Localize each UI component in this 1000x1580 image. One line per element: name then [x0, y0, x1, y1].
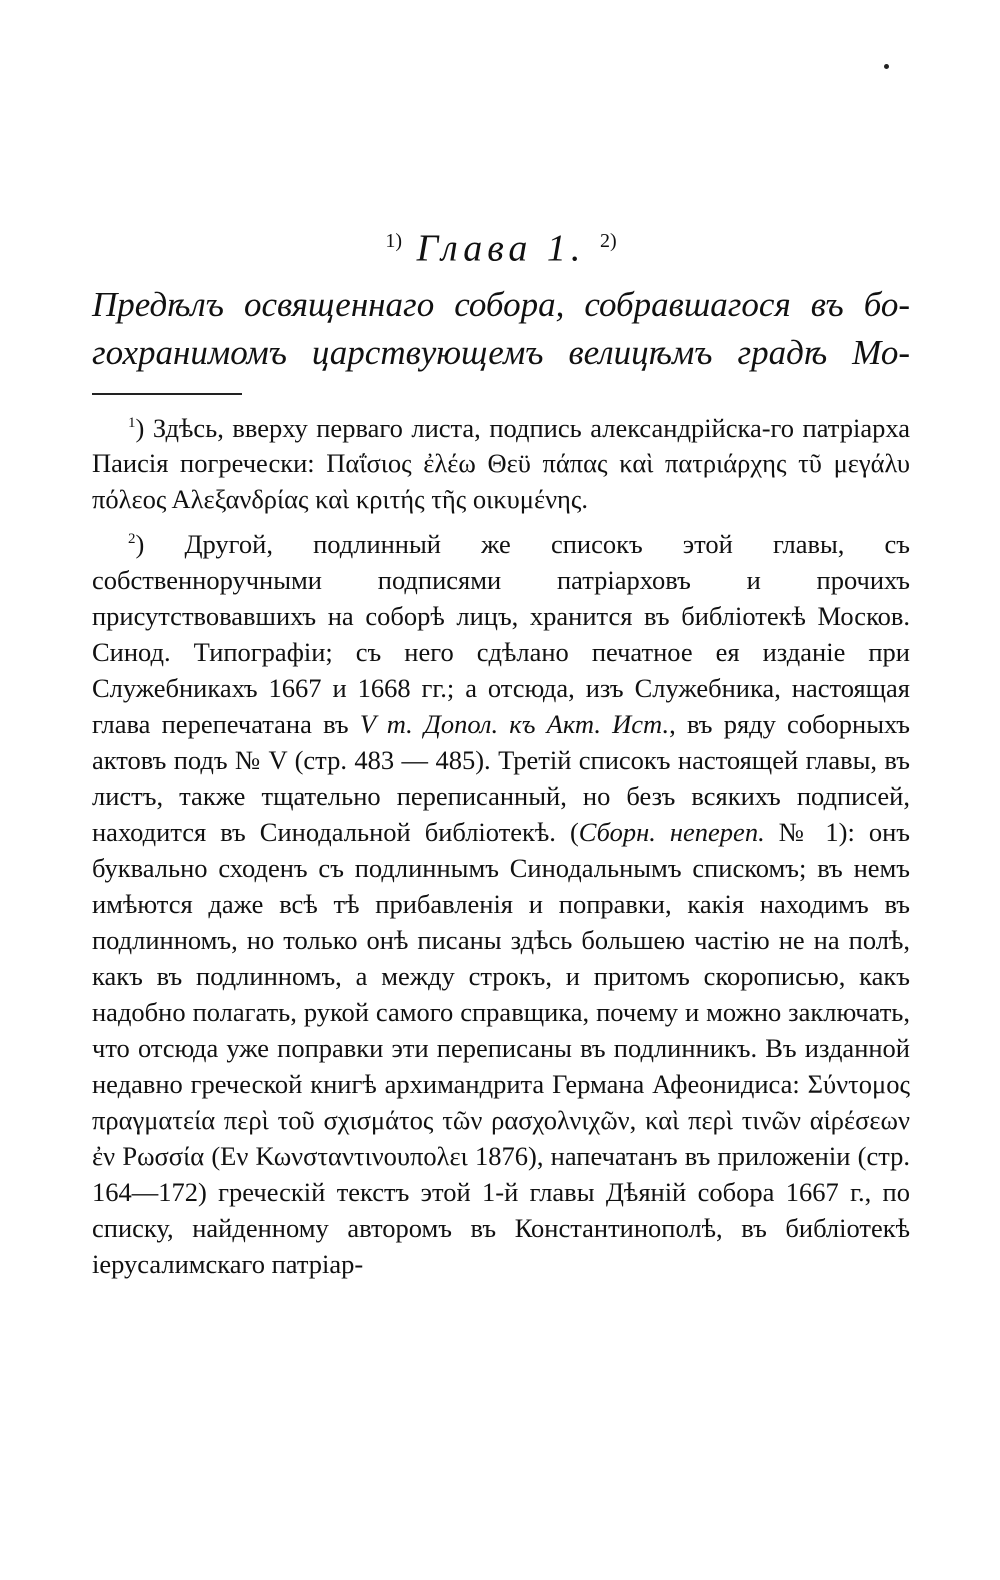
chapter-title-text: Глава 1.: [416, 227, 586, 270]
footnote-1: [92, 405, 910, 518]
section-heading: [92, 281, 910, 377]
footnote-2-text-b: , въ ряду соборныхъ актовъ подъ № V (стр. 483 — 485). Третій списокъ настоящей главы, въ листъ, также тщательно переписанный, но безъ всякихъ подписей, находится въ Синодальной библіотекѣ. (: [92, 709, 910, 848]
footnote-divider: [92, 393, 242, 395]
footnote-1-text: ) Здѣсь, вверху перваго листа, подпись александрійска-го патріарха Паисія погречески: Παΐσιος ἐλέω Θεϋ πάπας καὶ πατριάρχης τῦ μεγάλυ πόλεος Αλεξανδρίας καὶ κριτής τῆς οικυμένης.: [92, 412, 910, 515]
heading-line-1: Предѣлъ освященнаго собора, собравшагося въ бо-: [92, 284, 910, 324]
footnote-2-italic-b: Сборн. непереп.: [578, 817, 765, 848]
chapter-footnote-marker-1: 1): [385, 230, 403, 252]
footnote-2-text-a: ) Другой, подлинный же списокъ этой главы, съ собственноручными подписями патріарховъ и прочихъ присутствовавшихъ на соборѣ лицъ, хранится въ библіотекѣ Москов. Синод. Типографіи; съ него сдѣлано печатное ея изданіе при Служебникахъ 1667 и 1668 гг.; а отсюда, изъ Служебника, настоящая глава перепечатана въ: [92, 529, 910, 740]
footnote-1-mark: 1: [128, 414, 136, 431]
footnote-2-italic-a: V т. Допол. къ Акт. Ист.: [359, 709, 670, 740]
page-speck: [884, 64, 889, 69]
heading-line-2: гохранимомъ царствующемъ велицѣмъ градѣ Мо-: [92, 332, 910, 372]
footnote-2-mark: 2: [128, 531, 136, 548]
chapter-title: [92, 215, 910, 275]
chapter-footnote-marker-2: 2): [599, 230, 617, 252]
footnote-2: [92, 521, 910, 1282]
page-content: [92, 215, 910, 1286]
footnote-2-text-c: № 1): онъ буквально сходенъ съ подлиннымъ Синодальнымъ спискомъ; въ немъ имѣются даже всѣ тѣ прибавленія и поправки, какія находимъ въ подлинномъ, но только онѣ писаны здѣсь большею частію не на полѣ, какъ въ подлинномъ, а между строкъ, и притомъ скорописью, какъ надобно полагать, рукой самого справщика, почему и можно заключать, что отсюда уже поправки эти переписаны въ подлинникъ. Въ изданной недавно греческой книгѣ архимандрита Германа Афеонидиса: Σύντομος πραγματεία περὶ τοῦ σχισμάτος τῶν ρασχολνιχῶν, καὶ περὶ τινῶν αἱρέσεων ἐν Ρωσσία (Εν Κωνσταντινουπολει 1876), напечатанъ въ приложеніи (стр. 164—172) греческій текстъ этой 1-й главы Дѣяній собора 1667 г., по списку, найденному авторомъ въ Константинополѣ, въ библіотекѣ іерусалимскаго патріар-: [92, 817, 910, 1280]
